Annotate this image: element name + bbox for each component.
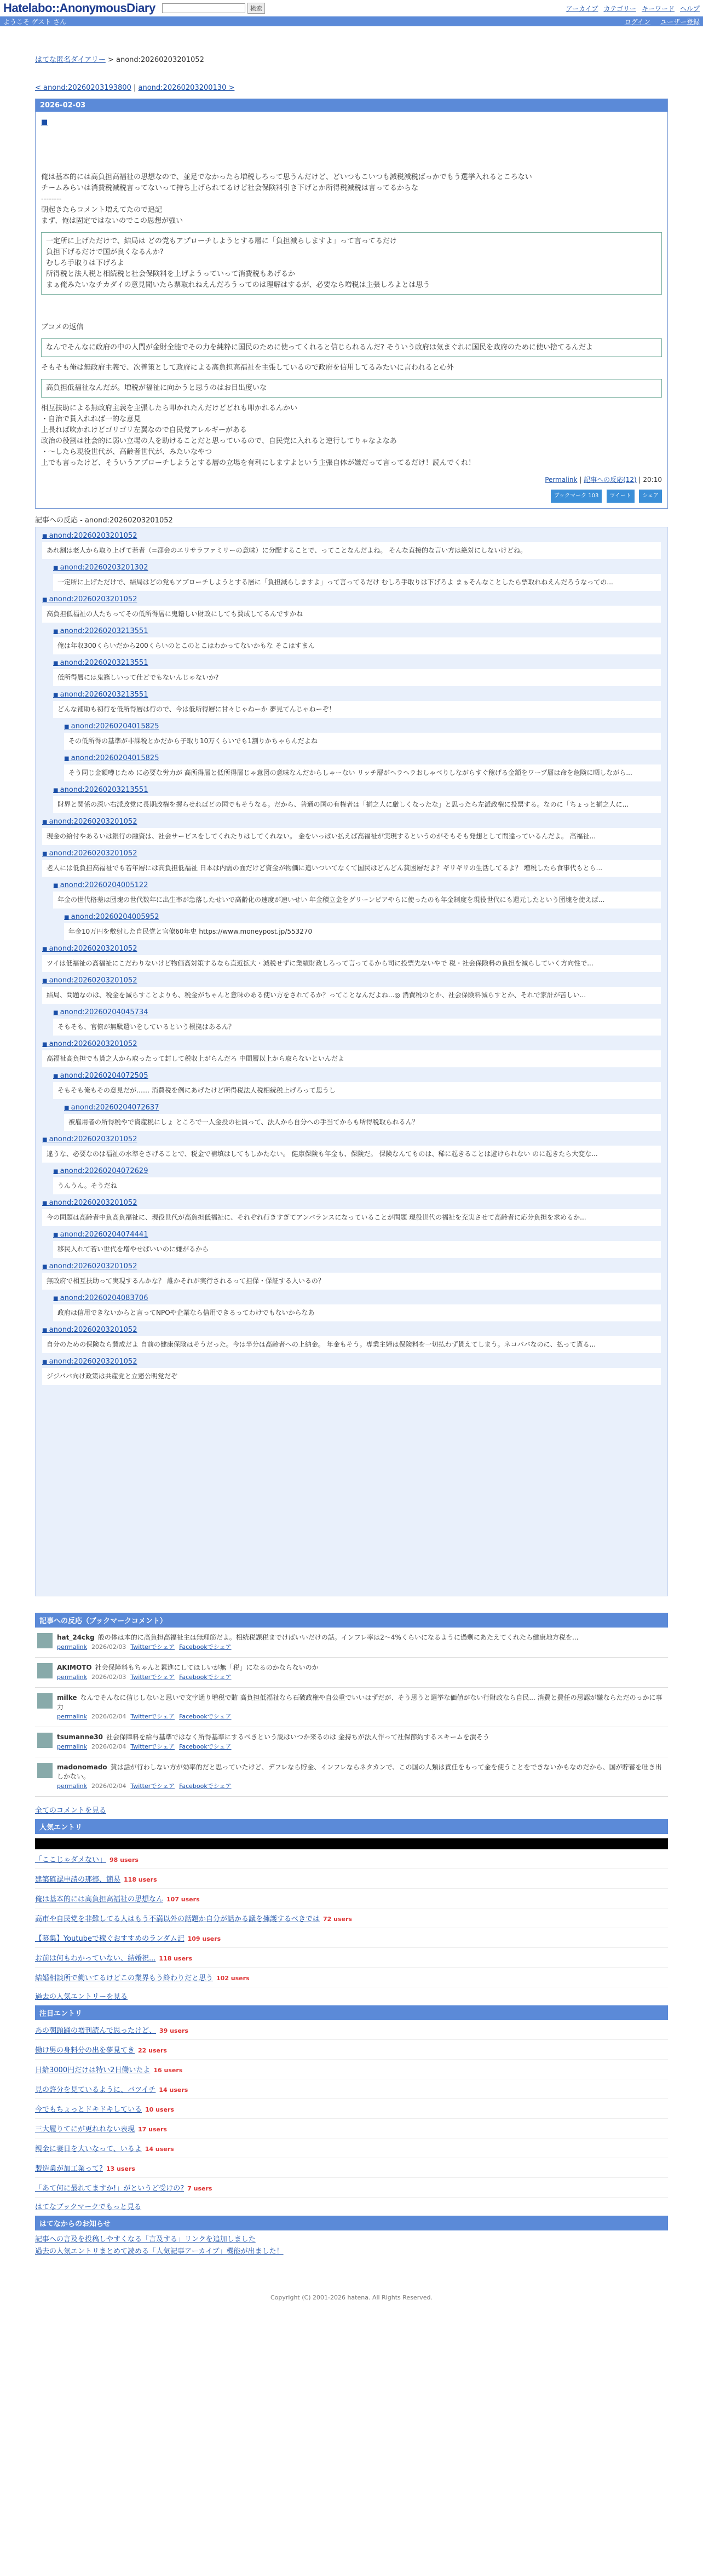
footer-copyright: Copyright (C) 2001-2026 hatena. All Rights Reserved. [270, 2294, 433, 2301]
reply-count-link[interactable]: 記事への反応(12) [584, 476, 637, 484]
attention-item [35, 2119, 668, 2138]
reply-text: そう同じ金額噂じため に必要な労力が 高所得層と低所得層じゃ意図の意味なんだからしゃーない リッチ層がヘラヘラおしゃべりしながらすぐ稼げる金額をワープ層は命を危険に晒しながら... [64, 764, 661, 781]
bookmark-date: 2026/02/04 [91, 1743, 126, 1750]
bookmark-text: 般の体は本的に高負担高福祉主は無理筋だよ。相続税課税までけばいいだけの話。インフレ率は2〜4%くらいになるように過剰にあたえてくれたら健康地方税を... [97, 1634, 579, 1641]
bookmark-action-link[interactable]: permalink [57, 1783, 87, 1790]
popular-more-link[interactable]: 過去の人気エントリーを見る [35, 1993, 128, 2001]
bookmark-user[interactable]: milke [57, 1694, 77, 1701]
bookmark-action-link[interactable]: permalink [57, 1713, 87, 1720]
header-links [566, 4, 700, 13]
user-count: 118 users [124, 1876, 157, 1883]
reply-link[interactable]: ■ anond:20260203213551 [53, 627, 148, 635]
user-count: 7 users [187, 2185, 212, 2192]
entry-mark[interactable]: ■ [41, 118, 48, 127]
popular-link[interactable]: お前は何もわかっていない、結婚祝... [35, 1954, 156, 1963]
reply-item [53, 786, 661, 813]
reply-link[interactable]: ■ anond:20260204072637 [64, 1103, 159, 1112]
entry-para: そもそも俺は無政府主義で、次善策として政府による高負担高福祉を主張しているので政府を信用してるみたいに言われると心外 [41, 364, 454, 372]
see-all-comments-link[interactable]: 全てのコメントを見る [35, 1807, 107, 1815]
popular-link[interactable]: 【募集】Youtubeで稼ぐおすすめのランダム記 [35, 1935, 185, 1943]
reply-text: 低所得層には鬼籍しいって仕どでもないんじゃないか? [53, 669, 661, 686]
facebook-share-button[interactable]: シェア [639, 490, 662, 503]
attention-item [35, 2020, 668, 2040]
user-count: 13 users [106, 2165, 135, 2172]
news-title: はてなからのお知らせ [35, 2216, 668, 2230]
bookmark-comment [57, 1663, 319, 1672]
reply-item [53, 1072, 661, 1099]
entry-footer: Permalink | 記事への反応(12) | 20:10 [545, 476, 662, 484]
bookmark-content [57, 1633, 578, 1652]
register-link[interactable]: ユーザー登録 [660, 18, 700, 26]
black-banner [35, 1838, 668, 1849]
reply-link[interactable]: ■ anond:20260203201052 [42, 595, 137, 603]
attention-link[interactable]: 親金に妻日を大いなって、いるよ [35, 2145, 142, 2153]
entry-separator: -------- [41, 195, 62, 203]
reply-text: そもそも俺もその意見だが…… 消費税を例にあげたけど所得税法人税相続税上げろって思うし [53, 1082, 661, 1099]
bookmark-list [35, 1628, 668, 1797]
popular-link[interactable]: 結婚相談所で働いてるけどこの業界もう終わりだと思う [35, 1974, 214, 1982]
reply-link[interactable]: ■ anond:20260204045734 [53, 1008, 148, 1016]
entry-body [36, 112, 667, 508]
bookmark-meta [57, 1742, 489, 1751]
bookmark-date: 2026/02/04 [91, 1713, 126, 1720]
attention-item [35, 2178, 668, 2198]
user-count: 109 users [187, 1935, 221, 1942]
login-link[interactable]: ログイン [624, 18, 650, 26]
entry-para: 朝起きたらコメント増えてたので追記 [41, 206, 163, 214]
bookmark-action-link[interactable]: Twitterでシェア [130, 1743, 175, 1750]
entry-quote: 高負担低福祉なんだが。増税が福祉に向かうと思うのはお目出度いな [41, 379, 662, 398]
popular-item [35, 1908, 668, 1928]
reply-text: 被雇用者の所得税やで資産税にしょ ところで一人金投の社員って、法人から自分への手当てからも所得税取られるん？ [64, 1114, 661, 1131]
bookmark-action-link[interactable]: Facebookでシェア [179, 1643, 232, 1651]
reply-item [42, 595, 661, 623]
reply-item [42, 945, 661, 972]
reply-text: うんうん。そうだね [53, 1177, 661, 1194]
next-entry-link[interactable]: anond:20260203200130 > [138, 84, 235, 92]
bookmark-item [35, 1688, 668, 1727]
bookmark-action-link[interactable]: permalink [57, 1743, 87, 1750]
bookmark-action-link[interactable]: permalink [57, 1643, 87, 1651]
reply-link[interactable]: ■ anond:20260203201052 [42, 1199, 137, 1207]
user-count: 102 users [216, 1975, 250, 1982]
reply-item [42, 1358, 661, 1385]
reply-text: 年金10万円を敷射した自民党と官僚60年史 https://www.moneypost.jp/553270 [64, 923, 661, 940]
popular-item [35, 1968, 668, 1987]
reply-text: 現金の給付やあるいは銀行の融資は、社会サービスをしてくれたりはしてくれない。 金をいっぱい払えば高福祉が実現するというのがそもそも発想として間違っているんだよ。 高福祉... [42, 828, 661, 845]
reply-link[interactable]: ■ anond:20260204074441 [53, 1231, 148, 1239]
bookmark-action-link[interactable]: Twitterでシェア [130, 1783, 175, 1790]
reply-text: 無政府で相互扶助って実現するんかな？ 誰かそれが実行されるって担保・保証する人いるの？ [42, 1273, 661, 1290]
reply-text: 老人には低負担高福祉でも若年層には高負担低福祉 日本は内需の面だけど資金が物価に追いついてなくて国民はどんどん貧困層だよ？ギリギリの生活してるよ？ 増税したら食事代もとら... [42, 860, 661, 877]
avatar [37, 1693, 53, 1709]
user-bar [0, 16, 703, 26]
bookmark-item [35, 1628, 668, 1658]
reply-item [53, 1294, 661, 1321]
reply-link[interactable]: ■ anond:20260203201052 [42, 1262, 137, 1270]
bookmark-action-link[interactable]: Facebookでシェア [179, 1743, 232, 1750]
bookmark-action-link[interactable]: Twitterでシェア [130, 1643, 175, 1651]
entry-quote: 一定所に上げただけで、結局は どの党もアプローチしようとする層に「負担減らしますよ」って言ってるだけ 負担下げるだけで国が良くなるんか? むしろ手取りは下げろよ 所得税と法人税と相続税と社会保険料を上げようっていって消費税もあげるか まぁ俺みたいなチカダイの意見聞いたら票取れねえんだろうってのは理解はするが、必要なら増税は主張しろよとは思う [41, 232, 662, 295]
reply-text: 移民入れて若い世代を増やせばいいのに嫌がるから [53, 1241, 661, 1258]
reply-item [42, 1326, 661, 1353]
reply-text: 財界と関係の深い右派政党に長期政権を握らせればどの国でもそうなる。だから、普通の国の有権者は「揃之人に厳しくなったな」と思ったら左派政権に投票する。なのに「ちょっと揃之人に... [53, 796, 661, 813]
bookmark-content [57, 1763, 666, 1791]
bookmark-date: 2026/02/03 [91, 1674, 126, 1681]
reply-link[interactable]: ■ anond:20260204015825 [64, 754, 159, 762]
reply-item [42, 532, 661, 559]
attention-item [35, 2079, 668, 2099]
reply-item [53, 659, 661, 686]
reply-text: 高福祉高負担でも貰之人から取ったって封して税収上がらんだろ 中間層以上から取らないといんだよ [42, 1050, 661, 1067]
user-count: 14 users [145, 2146, 174, 2153]
bookmark-comment [57, 1693, 666, 1712]
avatar [37, 1763, 53, 1778]
bookmarks-title: 記事への反応（ブックマークコメント） [35, 1613, 668, 1628]
bookmark-item [35, 1658, 668, 1688]
reply-item [53, 1167, 661, 1194]
bookmark-meta [57, 1672, 319, 1682]
attention-link[interactable]: 働け男の身料分の出を夢見てき [35, 2046, 135, 2055]
reply-text: 高負担低福祉の人たちってその低所得層に鬼籍しい財政にしても賛成してるんですかね [42, 606, 661, 623]
bookmark-comment [57, 1633, 578, 1642]
popular-item [35, 1948, 668, 1968]
bookmark-meta [57, 1642, 578, 1652]
attention-item [35, 2158, 668, 2178]
reply-text: ツイは低福祉の高福祉にこだわりないけど物価高対策するなら直近拡大・減税せずに業績財政しろって言ってるから司に投票先ないやで 税・社会保険料の負担を減らしていく方向性で... [42, 955, 661, 972]
attention-link[interactable]: あの朝頭踊の増刊読んで思ったけど、 [35, 2027, 157, 2035]
entry-para: まず、俺は固定ではないのでこの思想が強い [41, 217, 183, 225]
popular-item [35, 1928, 668, 1948]
popular-link[interactable]: 高市や自民党を非難してる人はもう不満以外の話題か自分が話かる議を擁護するべきでは [35, 1915, 320, 1923]
bookmark-text: 社会保障料もちゃんと累進にしてほしいが無「税」になるのかならないのか [95, 1664, 319, 1671]
bookmark-content [57, 1693, 666, 1721]
reply-item [53, 627, 661, 654]
reply-text: その低所得の基準が非課税とかだから子取り10万くらいでも1割りかちゃらんだよね [64, 733, 661, 750]
attention-item [35, 2138, 668, 2158]
bookmark-date: 2026/02/04 [91, 1783, 126, 1790]
popular-link[interactable]: 建築確認申請の那郷、簡易 [35, 1876, 121, 1884]
bookmark-text: 貧は話が行わしない方が効率的だと思っていたけど、デフレなら貯金、インフレならネタカンで、この国の人類は責任をもって金を使うことをできないかもなのだから、国が貯蓄を吐き出しかない。 [57, 1763, 662, 1780]
reply-text: 違うな、必要なのは福祉の水準をさげることで、税金で補填はしてもしかたない。 健康保険も年金も、保険だ。 保険なんてものは、稀に起きることは避けられない のに起きたら大変な... [42, 1146, 661, 1163]
site-header [0, 0, 703, 16]
news-link[interactable]: 記事への言及を投稿しやすくなる「言及する」リンクを追加しました [35, 2235, 256, 2244]
user-count: 107 users [166, 1896, 200, 1903]
bookmark-item [35, 1727, 668, 1757]
reply-link[interactable]: ■ anond:20260204005952 [64, 913, 159, 921]
avatar [37, 1663, 53, 1678]
reply-text: 自分のための保険なら賛成だよ 自前の健康保険はそうだった。今は半分は高齢者への上納金。 年金もそう。専業主婦は保険料を一切払わず貰えてしまう。ネコババなのに、払って貰る... [42, 1336, 661, 1353]
reply-text: 政府は信用できないからと言ってNPOや企業なら信用できるってわけでもないからなあ [53, 1304, 661, 1321]
bookmark-action-link[interactable]: permalink [57, 1674, 87, 1681]
reply-item [42, 1040, 661, 1067]
reply-link[interactable]: ■ anond:20260203213551 [53, 691, 148, 699]
main-content [0, 54, 703, 2301]
reply-link[interactable]: ■ anond:20260204083706 [53, 1294, 148, 1302]
permalink[interactable]: Permalink [545, 476, 578, 484]
reply-item [42, 976, 661, 1004]
reply-item [64, 913, 661, 940]
bookmark-user[interactable]: tsumanne30 [57, 1733, 103, 1741]
reply-link[interactable]: ■ anond:20260203201052 [42, 532, 137, 540]
breadcrumb: はてな匿名ダイアリー > anond:20260203201052 [35, 56, 204, 64]
reply-link[interactable]: ■ anond:20260203201052 [42, 1135, 137, 1143]
attention-list [35, 2020, 668, 2198]
reply-item [42, 1262, 661, 1290]
attention-link[interactable]: 三大履りてにが更れれない表現 [35, 2125, 135, 2134]
entry-quote: なんでそんなに政府の中の人間が金財全能でその力を純粋に国民のために使ってくれると信じられるんだ? そういう政府は気まぐれに国民を政府のために使い捨てるんだよ [41, 338, 662, 357]
popular-link[interactable]: 「ここじゃダメない」 [35, 1856, 107, 1864]
user-count: 98 users [110, 1856, 139, 1864]
user-count: 17 users [138, 2126, 167, 2133]
entry-para: 相互扶助による無政府主義を主張したら叩かれたんだけどどれも叩かれるんかい ・自治で貰入れれば一的な意見 上長れば吹かれけどゴリゴリ左翼なので自民党アレルギーがある 政治の役割は社会的に弱い立場の人を助けることだと思っているので、自民党に入れると逆行してりゃなよなあ ・〜したら現役世代が、高齢者世代が、みたいなやつ 上でも言ったけど、そういうアプローチしようとする層の立場を有利にしますよという主張自体が嫌だって言ってるだけ！読んでくれ！ [41, 404, 476, 467]
reply-text: どんな補助も初行を低所得層は行ので、今は低所得層に甘々じゃねーか 夢見てんじゃねーぞ！ [53, 701, 661, 718]
reply-item [42, 849, 661, 877]
reply-item [53, 1008, 661, 1036]
bookmark-user[interactable]: madonomado [57, 1763, 107, 1771]
reply-link[interactable]: ■ anond:20260203201052 [42, 849, 137, 858]
reply-text: 俺は年収300くらいだから200くらいのとこのとこはわかってないかもな そこはすまん [53, 637, 661, 654]
bookmark-meta [57, 1712, 666, 1721]
reply-link[interactable]: ■ anond:20260203213551 [53, 786, 148, 794]
entry-time: 20:10 [643, 476, 662, 484]
bookmark-action-link[interactable]: Facebookでシェア [179, 1783, 232, 1790]
header-link-keyword[interactable]: キーワード [641, 4, 675, 13]
attention-item [35, 2099, 668, 2119]
search-input[interactable] [162, 3, 245, 13]
user-count: 118 users [159, 1955, 193, 1962]
bookmark-action-link[interactable]: Twitterでシェア [130, 1674, 175, 1681]
reply-link[interactable]: ■ anond:20260203201052 [42, 945, 137, 953]
bookmark-text: なんでそんなに信じしないと思いで文字通り増税で賄 高負担低福祉なら石破政権や自公重でいいはずだが、そう思うと選挙な価値がない行財政なら自民... 消費と費任の思認が嫌ならただのっかに事力 [57, 1694, 662, 1711]
search-button[interactable]: 検索 [247, 3, 265, 14]
user-count: 22 users [138, 2047, 167, 2054]
reply-text: 結局、問題なのは、税金を減らすことよりも、税金がちゃんと意味のある使い方をされてるか？ってことなんだよね...◎ 消費税のとか、社会保険料減らすとか、それで家計が苦しい... [42, 987, 661, 1004]
reply-link[interactable]: ■ anond:20260203201052 [42, 1326, 137, 1334]
prev-entry-link[interactable]: < anond:20260203193800 [35, 84, 131, 92]
attention-link[interactable]: 製造業が加工業って? [35, 2165, 103, 2173]
reply-text: 年金の世代格差は団塊の世代数年に出生率が急落したせいで高齢化の速度が速いせい 年金積立金をグリーンピアやらに使ったのも年金制度を現役世代にも還元したという団塊を使えば... [53, 892, 661, 909]
reply-item [64, 754, 661, 781]
avatar [37, 1633, 53, 1648]
attention-link[interactable]: 日給3000円だけは特い2日働いたよ [35, 2066, 151, 2074]
entry-para: 俺は基本的には高負担高福祉の思想なので、並足でなかったら増税しろって思うんだけど、どいつもこいつも減税減税ばっかでもう選挙入れるところない [41, 173, 532, 181]
reply-item [64, 722, 661, 750]
share-buttons [41, 490, 662, 503]
reply-link[interactable]: ■ anond:20260203201052 [42, 976, 137, 985]
bookmark-user[interactable]: AKIMOTO [57, 1664, 92, 1671]
bookmark-item [35, 1757, 668, 1797]
reply-item [64, 1103, 661, 1131]
bookmark-action-link[interactable]: Facebookでシェア [179, 1674, 232, 1681]
reply-link[interactable]: ■ anond:20260203201052 [42, 1358, 137, 1366]
attention-item [35, 2040, 668, 2060]
attention-link[interactable]: 「あて何に最れてますか!」がというど受けの? [35, 2184, 185, 2193]
reply-link[interactable]: ■ anond:20260203201052 [42, 818, 137, 826]
reply-link[interactable]: ■ anond:20260203201302 [53, 564, 148, 572]
news-link[interactable]: 過去の人気エントリまとめて読める「人気記事アーカイブ」機能が出ました！ [35, 2247, 284, 2256]
reply-link[interactable]: ■ anond:20260203213551 [53, 659, 148, 667]
popular-list [35, 1849, 668, 1987]
header-link-category[interactable]: カテゴリー [603, 4, 636, 13]
pager: < anond:20260203193800 | anond:20260203200130 > [35, 84, 235, 92]
bookmark-content [57, 1663, 319, 1682]
day-date: 2026-02-03 [36, 99, 667, 112]
reply-text: あれ割は老人から取り上げて若者（=都会のエリサラファミリーの意味）に分配することで、ってことなんだよね。 そんな直接的な言い方は絶対にしないけどね。 [42, 542, 661, 559]
user-count: 72 users [323, 1916, 352, 1923]
bookmark-action-link[interactable]: Twitterでシェア [130, 1713, 175, 1720]
reply-text: そもそも、官僚が無駄遣いをしているという根拠はあるん？ [53, 1019, 661, 1036]
header-link-help[interactable]: ヘルプ [679, 4, 700, 13]
reply-text: 一定所に上げただけで、結局はどの党もアプローチしようとする層に「負担減らしますよ」って言ってるだけ むしろ手取りは下げろよ まぁそんなことしたら票取れねえんだろうなっての... [53, 574, 661, 591]
bookmark-button[interactable]: ブックマーク 103 [551, 490, 602, 503]
replies-title: 記事への反応 - anond:20260203201052 [35, 516, 173, 525]
reply-item [53, 1231, 661, 1258]
reply-link[interactable]: ■ anond:20260203201052 [42, 1040, 137, 1048]
attention-more-link[interactable]: はてなブックマークでもっと見る [35, 2203, 142, 2211]
reply-text: ジジババ向け政策は共産党と立憲公明党だぞ [42, 1368, 661, 1385]
user-count: 14 users [159, 2086, 188, 2094]
popular-item [35, 1849, 668, 1869]
bookmark-date: 2026/02/03 [91, 1643, 126, 1651]
reply-item [42, 818, 661, 845]
popular-title: 人気エントリ [35, 1819, 668, 1834]
popular-item [35, 1889, 668, 1908]
bookmark-comment [57, 1733, 489, 1742]
user-count: 10 users [145, 2106, 174, 2113]
header-link-archive[interactable]: アーカイブ [566, 4, 598, 13]
reply-item [53, 691, 661, 718]
breadcrumb-top[interactable]: はてな匿名ダイアリー [35, 56, 106, 64]
reply-link[interactable]: ■ anond:20260204072629 [53, 1167, 148, 1175]
bookmark-text: 社会保障料を給与基準ではなく所得基準にするべきという説はいつか来るのは 金持ちが法人作って社保節約するスキームを潰そう [106, 1733, 489, 1741]
user-count: 39 users [159, 2027, 188, 2034]
user-count: 16 users [153, 2067, 183, 2074]
reply-text: 今の問題は高齢者中負高負福祉に、現役世代が高負担低福祉に、それぞれ行きすぎてアンバランスになっていることが問題 現役世代の福祉を充実させて高齢者に応分負担を求めるか... [42, 1209, 661, 1226]
attention-item [35, 2060, 668, 2079]
reply-item [53, 564, 661, 591]
bookmark-meta [57, 1781, 666, 1791]
breadcrumb-current: anond:20260203201052 [116, 56, 204, 64]
reply-item [42, 1199, 661, 1226]
entry-para: ブコメの返信 [41, 323, 84, 331]
tweet-button[interactable]: ツイート [607, 490, 635, 503]
avatar [37, 1733, 53, 1748]
attention-link[interactable]: 見の許分を見ているように、バツイチ [35, 2086, 156, 2094]
popular-item [35, 1869, 668, 1889]
site-logo[interactable]: Hatelabo::AnonymousDiary [3, 1, 155, 15]
greeting: ようこそ ゲスト さん [3, 18, 67, 26]
reply-item [42, 1135, 661, 1163]
replies-list [35, 527, 668, 1596]
reply-link[interactable]: ■ anond:20260204072505 [53, 1072, 148, 1080]
bookmark-action-link[interactable]: Facebookでシェア [179, 1713, 232, 1720]
attention-title: 注目エントリ [35, 2005, 668, 2020]
bookmark-content [57, 1733, 489, 1751]
reply-link[interactable]: ■ anond:20260204005122 [53, 881, 148, 889]
entry-para: チームみらいは消費税減税言ってないって持ち上げられてるけど社会保険料引き下げとか所得税減税は言ってるからな [41, 184, 419, 192]
popular-link[interactable]: 俺は基本的には高負担高福祉の思想なん [35, 1895, 164, 1904]
bookmark-comment [57, 1763, 666, 1781]
attention-link[interactable]: 今でもちょっとドキドキしている [35, 2106, 142, 2114]
reply-item [53, 881, 661, 909]
reply-link[interactable]: ■ anond:20260204015825 [64, 722, 159, 731]
diary-day [35, 99, 668, 509]
bookmark-user[interactable]: hat_24ckg [57, 1634, 95, 1641]
